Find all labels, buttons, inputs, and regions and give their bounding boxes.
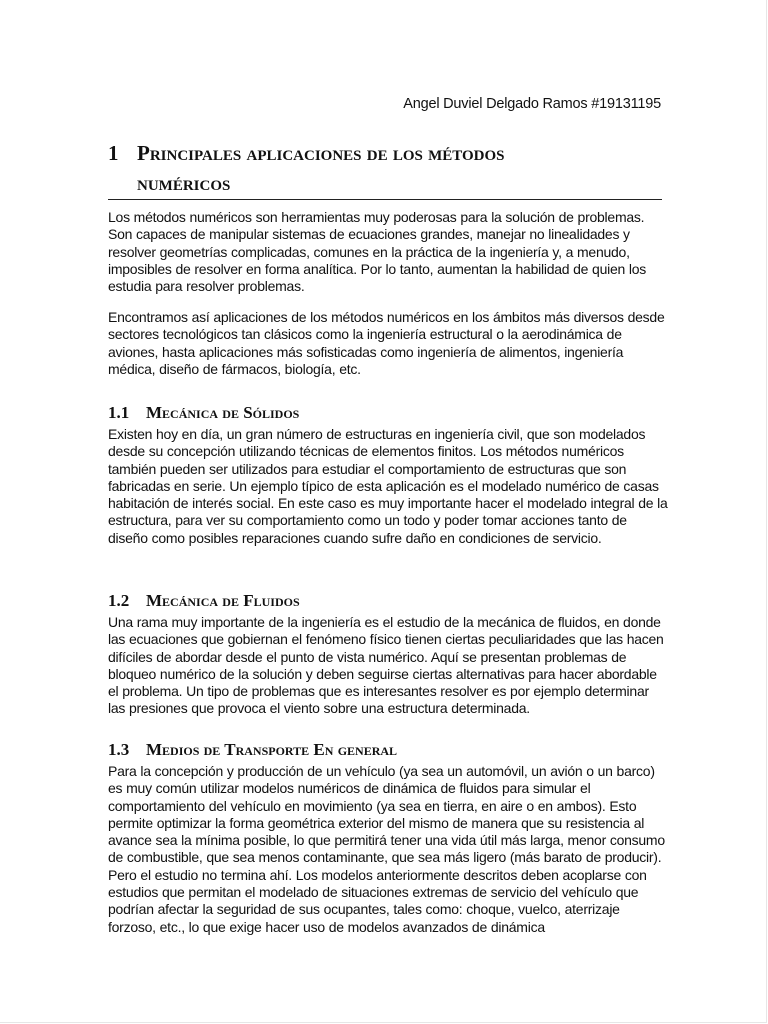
- section-1-number: 1: [108, 141, 119, 165]
- section-1-1-heading: [108, 403, 299, 423]
- section-1-3-title: Medios de Transporte En general: [146, 740, 398, 759]
- section-1-3-number: 1.3: [108, 740, 130, 759]
- section-1-3-body: Para la concepción y producción de un vehículo (ya sea un automóvil, un avión o un barco) es muy común utilizar modelos numéricos de dinámica de fluidos para simular el comportamiento del vehículo en movimiento (ya sea en tierra, en aire o en ambos). Esto permite optimizar la forma geométrica exterior del mismo de manera que su resistencia al avance sea la mínima posible, lo que permitirá tener una vida útil más larga, menor consumo de combustible, que sea menos contaminante, que sea más ligero (más barato de producir). Pero el estudio no termina ahí. Los modelos anteriormente descritos deben acoplarse con estudios que permitan el modelado de situaciones extremas de servicio del vehículo que podrían afectar la seguridad de sus ocupantes, tales como: choque, vuelco, aterrizaje forzoso, etc., lo que exige hacer uso de modelos avanzados de dinámica: [108, 763, 665, 935]
- section-1-1-title: Mecánica de Sólidos: [146, 403, 300, 422]
- section-1-3-heading: [108, 740, 397, 760]
- section-1-title-line2: numéricos: [137, 171, 231, 195]
- section-1-2-title: Mecánica de Fluidos: [146, 591, 300, 610]
- section-1-2-number: 1.2: [108, 591, 130, 610]
- section-1-2-body: Una rama muy importante de la ingeniería es el estudio de la mecánica de fluidos, en donde las ecuaciones que gobiernan el fenómeno físico tienen ciertas peculiaridades que las hacen difíciles de abordar desde el punto de vista numérico. Aquí se presentan problemas de bloqueo numérico de la solución y deben seguirse ciertas alternativas para hacer abordable el problema. Un tipo de problemas que es interesantes resolver es por ejemplo determinar las presiones que provoca el viento sobre una estructura determinada.: [108, 614, 664, 717]
- section-1-1-body: Existen hoy en día, un gran número de estructuras en ingeniería civil, que son modelados desde su concepción utilizando técnicas de elementos finitos. Los métodos numéricos también pueden ser utilizados para estudiar el comportamiento de estructuras que son fabricadas en serie. Un ejemplo típico de esta aplicación es el modelado numérico de casas habitación de interés social. En este caso es muy importante hacer el modelado integral de la estructura, para ver su comportamiento como un todo y poder tomar acciones tanto de diseño como posibles reparaciones cuando sufre daño en condiciones de servicio.: [108, 426, 668, 546]
- section-1-title-line1: Principales aplicaciones de los métodos: [137, 141, 505, 165]
- section-1-1-number: 1.1: [108, 403, 130, 422]
- section-1-paragraph-2: Encontramos así aplicaciones de los métodos numéricos en los ámbitos más diversos desde sectores tecnológicos tan clásicos como la ingeniería estructural o la aerodinámica de aviones, hasta aplicaciones más sofisticadas como ingeniería de alimentos, ingeniería médica, diseño de fármacos, biología, etc.: [108, 309, 665, 377]
- section-1-heading: [108, 138, 662, 200]
- author-header: Angel Duviel Delgado Ramos #19131195: [403, 96, 661, 112]
- section-1-2-heading: [108, 591, 300, 611]
- section-1-paragraph-1: Los métodos numéricos son herramientas muy poderosas para la solución de problemas. Son capaces de manipular sistemas de ecuaciones grandes, manejar no linealidades y resolver geometrías complicadas, comunes en la práctica de la ingeniería y, a menudo, imposibles de resolver en forma analítica. Por lo tanto, aumentan la habilidad de quien los estudia para resolver problemas.: [108, 209, 647, 295]
